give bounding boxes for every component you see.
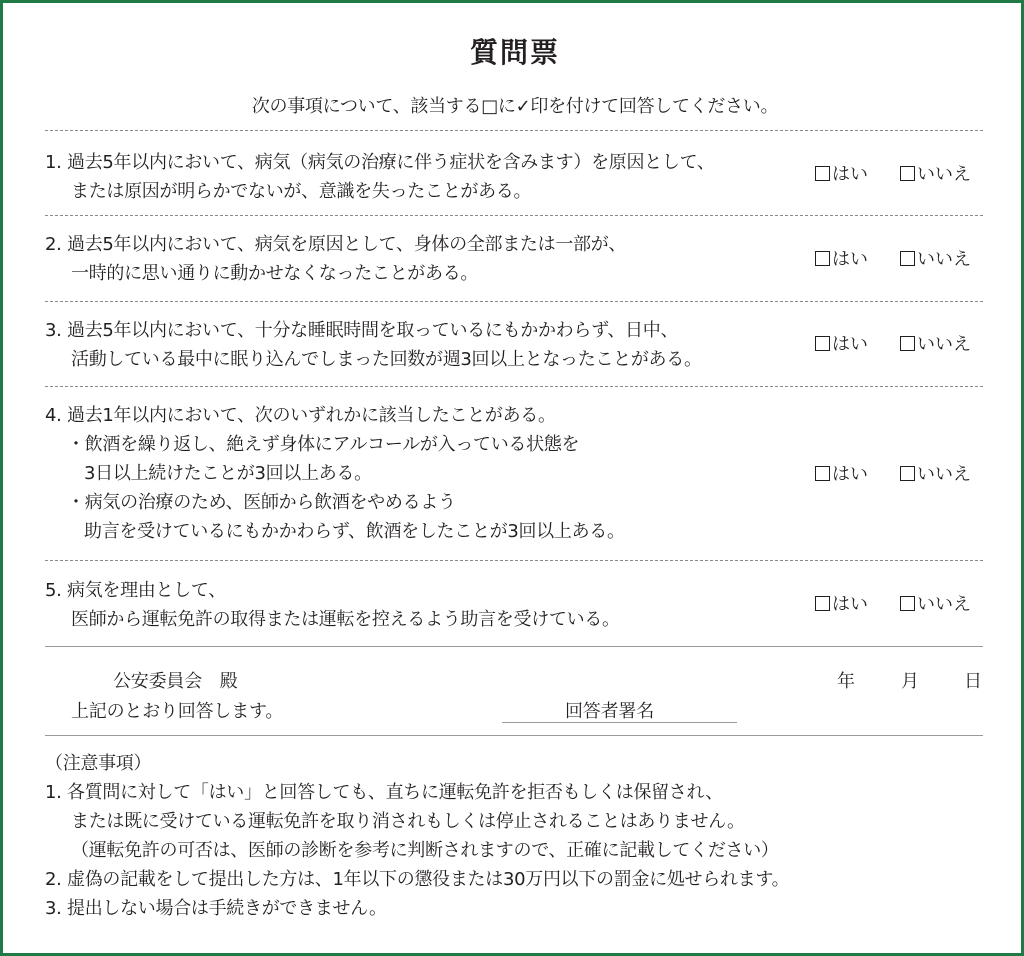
note-1: 1. 各質問に対して「はい」と回答しても、直ちに運転免許を拒否もしくは保留され、 (45, 782, 723, 803)
question-3-no-option[interactable] (900, 330, 971, 359)
yes-label: はい (832, 464, 868, 485)
divider (45, 386, 983, 387)
question-4-no-option[interactable] (900, 460, 971, 489)
question-5 (45, 576, 805, 634)
divider (45, 130, 983, 131)
question-2-yes-option[interactable] (815, 245, 868, 274)
form-title: 質問票 (469, 36, 560, 69)
question-2-line-2: 一時的に思い通りに動かせなくなったことがある。 (71, 263, 479, 284)
date-day-label: 日 (964, 671, 982, 692)
yes-label: はい (832, 164, 868, 185)
question-2-line-1: 2. 過去5年以内において、病気を原因として、身体の全部または一部が、 (45, 234, 627, 255)
question-4-bullet-2-cont: 助言を受けているにもかかわらず、飲酒をしたことが3回以上ある。 (84, 521, 625, 542)
signature-field[interactable] (502, 722, 737, 723)
checkbox-icon[interactable] (815, 251, 830, 266)
no-label: いいえ (917, 594, 971, 615)
checkbox-icon[interactable] (815, 336, 830, 351)
question-1-line-2: または原因が明らかでないが、意識を失ったことがある。 (71, 181, 532, 202)
question-3-answers (815, 330, 985, 359)
note-1-cont: または既に受けている運転免許を取り消されもしくは停止されることはありません。 (71, 811, 745, 832)
divider (45, 215, 983, 216)
question-4-answers (815, 460, 985, 489)
checkbox-icon[interactable] (900, 251, 915, 266)
signature-label: 回答者署名 (565, 701, 654, 722)
no-label: いいえ (917, 464, 971, 485)
question-3-line-2: 活動している最中に眠り込んでしまった回数が週3回以上となったことがある。 (71, 349, 702, 370)
question-2-no-option[interactable] (900, 245, 971, 274)
question-5-line-2: 医師から運転免許の取得または運転を控えるよう助言を受けている。 (71, 609, 620, 630)
notes-heading: （注意事項） (45, 753, 152, 774)
checkbox-icon[interactable] (815, 166, 830, 181)
checkbox-icon[interactable] (815, 466, 830, 481)
question-5-no-option[interactable] (900, 590, 971, 619)
question-2-answers (815, 245, 985, 274)
question-4 (45, 401, 805, 546)
note-3: 3. 提出しない場合は手続きができません。 (45, 898, 387, 919)
addressee: 公安委員会 殿 (113, 671, 238, 692)
question-3-line-1: 3. 過去5年以内において、十分な睡眠時間を取っているにもかかわらず、日中、 (45, 320, 679, 341)
checkbox-icon[interactable] (815, 596, 830, 611)
yes-label: はい (832, 594, 868, 615)
question-4-bullet-1-cont: 3日以上続けたことが3回以上ある。 (84, 463, 372, 484)
question-3-yes-option[interactable] (815, 330, 868, 359)
no-label: いいえ (917, 164, 971, 185)
note-1-paren: （運転免許の可否は、医師の診断を参考に判断されますので、正確に記載してください） (71, 840, 779, 861)
divider (45, 560, 983, 561)
question-3 (45, 316, 805, 374)
date-year-label: 年 (837, 671, 855, 692)
question-5-answers (815, 590, 985, 619)
notes-section (45, 749, 985, 923)
yes-label: はい (832, 334, 868, 355)
no-label: いいえ (917, 334, 971, 355)
form-instruction: 次の事項について、該当する□に✓印を付けて回答してください。 (251, 96, 779, 117)
checkbox-icon[interactable] (900, 336, 915, 351)
no-label: いいえ (917, 249, 971, 270)
divider (45, 646, 983, 647)
divider (45, 735, 983, 736)
question-1-answers (815, 160, 985, 189)
checkbox-icon[interactable] (900, 596, 915, 611)
question-1-no-option[interactable] (900, 160, 971, 189)
yes-label: はい (832, 249, 868, 270)
question-1 (45, 148, 805, 206)
question-4-line-1: 4. 過去1年以内において、次のいずれかに該当したことがある。 (45, 405, 556, 426)
question-2 (45, 230, 805, 288)
question-5-yes-option[interactable] (815, 590, 868, 619)
note-2: 2. 虚偽の記載をして提出した方は、1年以下の懲役または30万円以下の罰金に処せられます。 (45, 869, 790, 890)
question-4-bullet-2: ・病気の治療のため、医師から飲酒をやめるよう (67, 492, 456, 513)
divider (45, 301, 983, 302)
statement: 上記のとおり回答します。 (71, 701, 284, 722)
checkbox-icon[interactable] (900, 166, 915, 181)
date-month-label: 月 (901, 671, 919, 692)
question-5-line-1: 5. 病気を理由として、 (45, 580, 226, 601)
question-1-line-1: 1. 過去5年以内において、病気（病気の治療に伴う症状を含みます）を原因として、 (45, 152, 715, 173)
question-4-bullet-1: ・飲酒を繰り返し、絶えず身体にアルコールが入っている状態を (67, 434, 580, 455)
question-4-yes-option[interactable] (815, 460, 868, 489)
question-1-yes-option[interactable] (815, 160, 868, 189)
checkbox-icon[interactable] (900, 466, 915, 481)
